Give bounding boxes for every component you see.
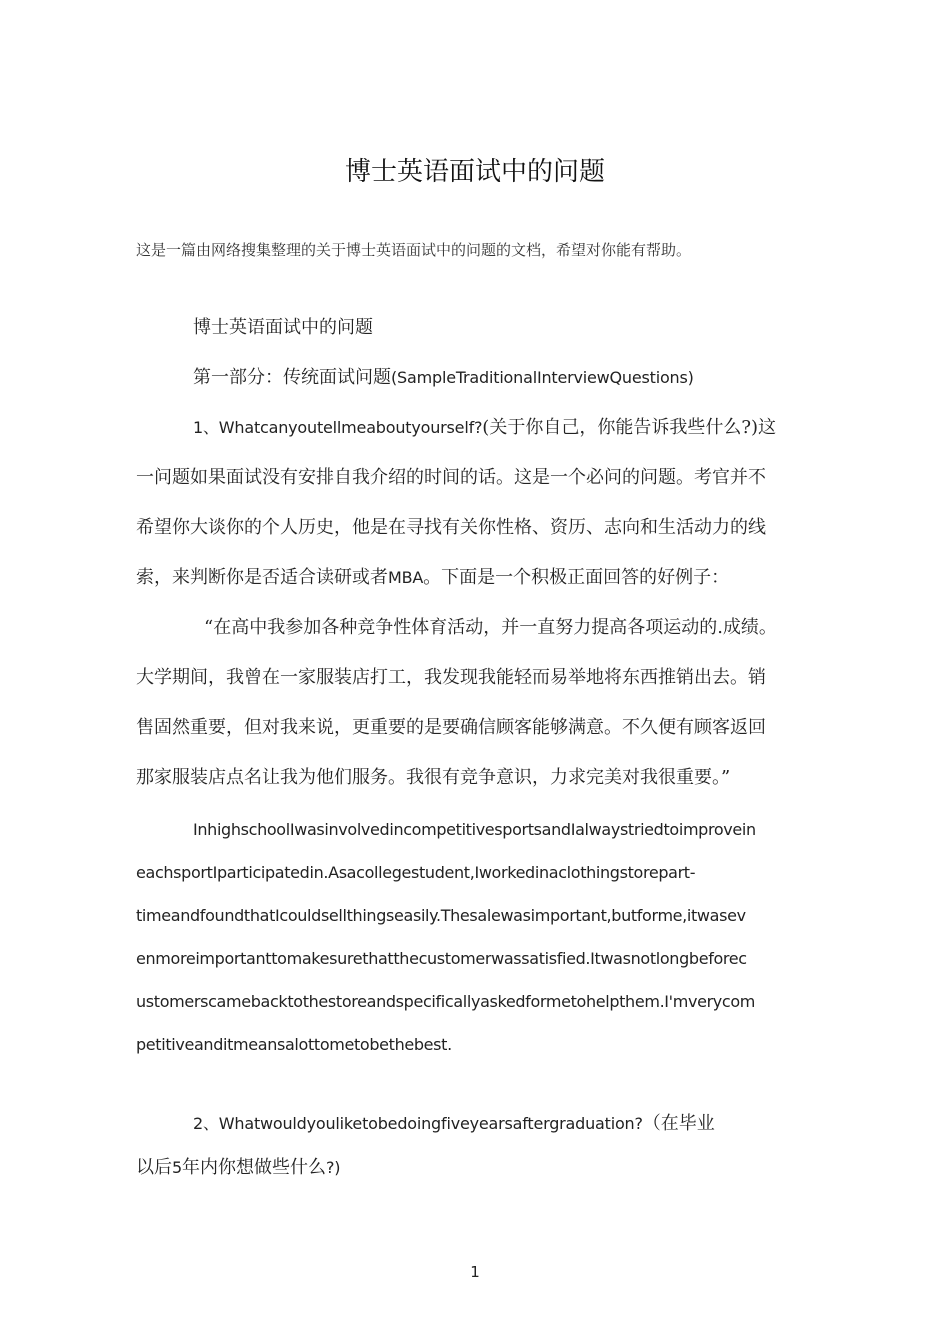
question-1-first-line xyxy=(193,414,776,442)
page-number: 1 xyxy=(470,1263,480,1281)
question-1-cn: (关于你自己，你能告诉我些什么?)这 xyxy=(482,417,776,438)
question-1-line: 希望你大谈你的个人历史，他是在寻找有关你性格、资历、志向和生活动力的线 xyxy=(136,517,766,538)
answer-cn-line: “在高中我参加各种竞争性体育活动，并一直努力提高各项运动的.成绩。 xyxy=(204,617,777,638)
answer-en-line: ustomerscamebacktothestoreandspecificallyaskedformetohelpthem.I'mverycom xyxy=(136,992,756,1011)
question-2-cn-a: （在毕业 xyxy=(642,1113,715,1134)
document-title: 博士英语面试中的问题 xyxy=(344,157,605,187)
question-2-en: Whatwouldyouliketobedoingfiveyearsaftergraduation? xyxy=(218,1114,643,1133)
question-2-cn-b2: 年内你想做些什么 xyxy=(181,1157,326,1178)
question-1-line: 一问题如果面试没有安排自我介绍的时间的话。这是一个必问的问题。考官并不 xyxy=(136,467,766,488)
question-1-en: Whatcanyoutellmeaboutyourself? xyxy=(218,418,483,437)
question-2-cn-b3: ?) xyxy=(325,1158,341,1177)
question-2-second-line xyxy=(136,1154,340,1182)
section-heading: 博士英语面试中的问题 xyxy=(193,317,373,338)
section-title-en: (SampleTraditionalInterviewQuestions) xyxy=(391,368,694,387)
question-2-first-line xyxy=(193,1110,715,1138)
section-title-cn: 第一部分：传统面试问题 xyxy=(193,367,391,388)
answer-cn-line: 售固然重要，但对我来说，更重要的是要确信顾客能够满意。不久便有顾客返回 xyxy=(136,717,766,738)
answer-en-line: eachsportIparticipatedin.Asacollegestudent,Iworkedinaclothingstorepart- xyxy=(136,863,696,882)
question-2-cn-b1: 以后 xyxy=(136,1157,172,1178)
question-1-number: 1、 xyxy=(193,418,219,437)
answer-cn-line: 那家服装店点名让我为他们服务。我很有竞争意识，力求完美对我很重要。” xyxy=(136,767,731,788)
question-1-last-a: 索，来判断你是否适合读研或者 xyxy=(136,567,388,588)
answer-en-line: petitiveanditmeansalottometobethebest. xyxy=(136,1035,452,1054)
answer-en-line: InhighschoolIwasinvolvedincompetitivesportsandIalwaystriedtoimprovein xyxy=(193,820,756,839)
mba-term: MBA xyxy=(388,568,424,587)
question-1-last-line xyxy=(136,564,729,592)
answer-en-line: timeandfoundthatIcouldsellthingseasily.Thesalewasimportant,butforme,itwasev xyxy=(136,906,746,925)
intro-paragraph: 这是一篇由网络搜集整理的关于博士英语面试中的问题的文档，希望对你能有帮助。 xyxy=(136,241,692,259)
question-2-number-five: 5 xyxy=(172,1158,182,1177)
answer-en-line: enmoreimportanttomakesurethatthecustomerwassatisfied.Itwasnotlongbeforec xyxy=(136,949,747,968)
section-title xyxy=(193,364,694,392)
question-1-last-b: 。下面是一个积极正面回答的好例子： xyxy=(423,567,730,588)
answer-cn-line: 大学期间，我曾在一家服装店打工，我发现我能轻而易举地将东西推销出去。销 xyxy=(136,667,766,688)
question-2-number: 2、 xyxy=(193,1114,219,1133)
